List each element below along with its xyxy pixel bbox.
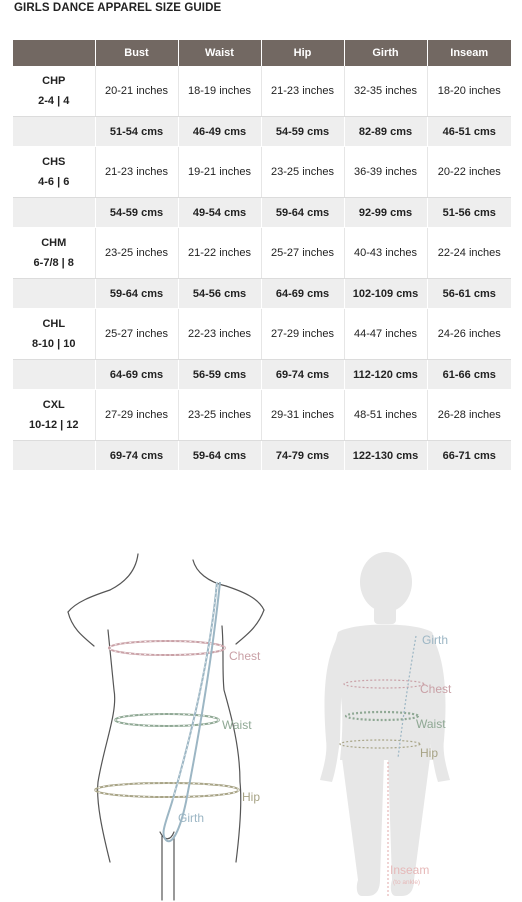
size-range: 4-6 | 6 [38, 176, 70, 188]
waist-cms: 59-64 cms [178, 441, 261, 471]
size-table [13, 40, 511, 471]
waist-cms: 49-54 cms [178, 198, 261, 228]
size-code: CHS [42, 156, 66, 168]
label-hip: Hip [242, 790, 261, 804]
label-right-waist: Waist [416, 717, 446, 731]
bust-cms: 59-64 cms [95, 279, 178, 309]
girth-cms: 102-109 cms [344, 279, 427, 309]
label-right-hip: Hip [420, 746, 439, 760]
hip-inches: 25-27 inches [261, 228, 344, 279]
waist-cms: 54-56 cms [178, 279, 261, 309]
column-header-girth: Girth [344, 40, 427, 66]
girth-cms: 82-89 cms [344, 117, 427, 147]
inseam-inches: 18-20 inches [427, 66, 511, 117]
bust-inches: 25-27 inches [95, 309, 178, 360]
girth-inches: 32-35 inches [344, 66, 427, 117]
column-header-hip: Hip [261, 40, 344, 66]
table-row [13, 228, 511, 279]
column-header-waist: Waist [178, 40, 261, 66]
inseam-cms: 46-51 cms [427, 117, 511, 147]
bust-inches: 27-29 inches [95, 390, 178, 441]
hip-inches: 21-23 inches [261, 66, 344, 117]
size-code: CHL [42, 318, 66, 330]
size-code: CHP [42, 75, 66, 87]
column-header-size [13, 40, 95, 66]
inseam-inches: 20-22 inches [427, 147, 511, 198]
girth-inches: 36-39 inches [344, 147, 427, 198]
girth-inches: 40-43 inches [344, 228, 427, 279]
waist-measure [115, 714, 219, 726]
waist-cms: 46-49 cms [178, 117, 261, 147]
girth-cms: 122-130 cms [344, 441, 427, 471]
bust-inches: 21-23 inches [95, 147, 178, 198]
girth-cms: 112-120 cms [344, 360, 427, 390]
hip-cms: 64-69 cms [261, 279, 344, 309]
size-cell [13, 390, 95, 441]
table-row [13, 441, 511, 471]
table-row [13, 279, 511, 309]
size-range: 10-12 | 12 [28, 419, 79, 431]
table-row [13, 117, 511, 147]
waist-inches: 19-21 inches [178, 147, 261, 198]
size-cell [13, 309, 95, 360]
label-girth: Girth [178, 811, 205, 825]
inseam-cms: 61-66 cms [427, 360, 511, 390]
size-code: CXL [42, 399, 65, 411]
bust-cms: 69-74 cms [95, 441, 178, 471]
column-header-inseam: Inseam [427, 40, 511, 66]
column-header-bust: Bust [95, 40, 178, 66]
waist-cms: 56-59 cms [178, 360, 261, 390]
hip-inches: 27-29 inches [261, 309, 344, 360]
size-range: 8-10 | 10 [32, 338, 76, 350]
table-row [13, 390, 511, 441]
size-cell-empty [13, 360, 95, 390]
label-right-inseam: Inseam [390, 863, 430, 877]
waist-inches: 21-22 inches [178, 228, 261, 279]
inseam-cms: 66-71 cms [427, 441, 511, 471]
table-row [13, 309, 511, 360]
size-code: CHM [41, 237, 67, 249]
size-cell [13, 66, 95, 117]
page-title: GIRLS DANCE APPAREL SIZE GUIDE [14, 2, 222, 14]
table-row [13, 66, 511, 117]
label-right-chest: Chest [420, 682, 452, 696]
bust-inches: 20-21 inches [95, 66, 178, 117]
girth-inches: 48-51 inches [344, 390, 427, 441]
size-range: 6-7/8 | 8 [33, 257, 74, 269]
inseam-inches: 24-26 inches [427, 309, 511, 360]
girth-inches: 44-47 inches [344, 309, 427, 360]
measurement-illustration [0, 540, 522, 902]
bust-cms: 54-59 cms [95, 198, 178, 228]
inseam-inches: 26-28 inches [427, 390, 511, 441]
label-right-girth: Girth [422, 633, 449, 647]
hip-inches: 29-31 inches [261, 390, 344, 441]
hip-cms: 69-74 cms [261, 360, 344, 390]
girth-cms: 92-99 cms [344, 198, 427, 228]
table-row [13, 147, 511, 198]
label-right-inseam-note: (to ankle) [393, 879, 421, 886]
girth-measure [164, 582, 220, 841]
waist-inches: 22-23 inches [178, 309, 261, 360]
size-cell-empty [13, 279, 95, 309]
label-waist: Waist [222, 718, 252, 732]
inseam-cms: 56-61 cms [427, 279, 511, 309]
bust-cms: 51-54 cms [95, 117, 178, 147]
table-row [13, 198, 511, 228]
hip-cms: 74-79 cms [261, 441, 344, 471]
hip-inches: 23-25 inches [261, 147, 344, 198]
label-chest: Chest [229, 649, 261, 663]
bust-cms: 64-69 cms [95, 360, 178, 390]
inseam-cms: 51-56 cms [427, 198, 511, 228]
table-row [13, 360, 511, 390]
bust-inches: 23-25 inches [95, 228, 178, 279]
waist-inches: 23-25 inches [178, 390, 261, 441]
size-cell [13, 147, 95, 198]
size-cell-empty [13, 198, 95, 228]
hip-measure [95, 783, 239, 797]
table-header-row [13, 40, 511, 66]
size-cell-empty [13, 441, 95, 471]
size-cell [13, 228, 95, 279]
hip-cms: 59-64 cms [261, 198, 344, 228]
size-range: 2-4 | 4 [38, 95, 70, 107]
waist-inches: 18-19 inches [178, 66, 261, 117]
hip-cms: 54-59 cms [261, 117, 344, 147]
inseam-inches: 22-24 inches [427, 228, 511, 279]
size-cell-empty [13, 117, 95, 147]
